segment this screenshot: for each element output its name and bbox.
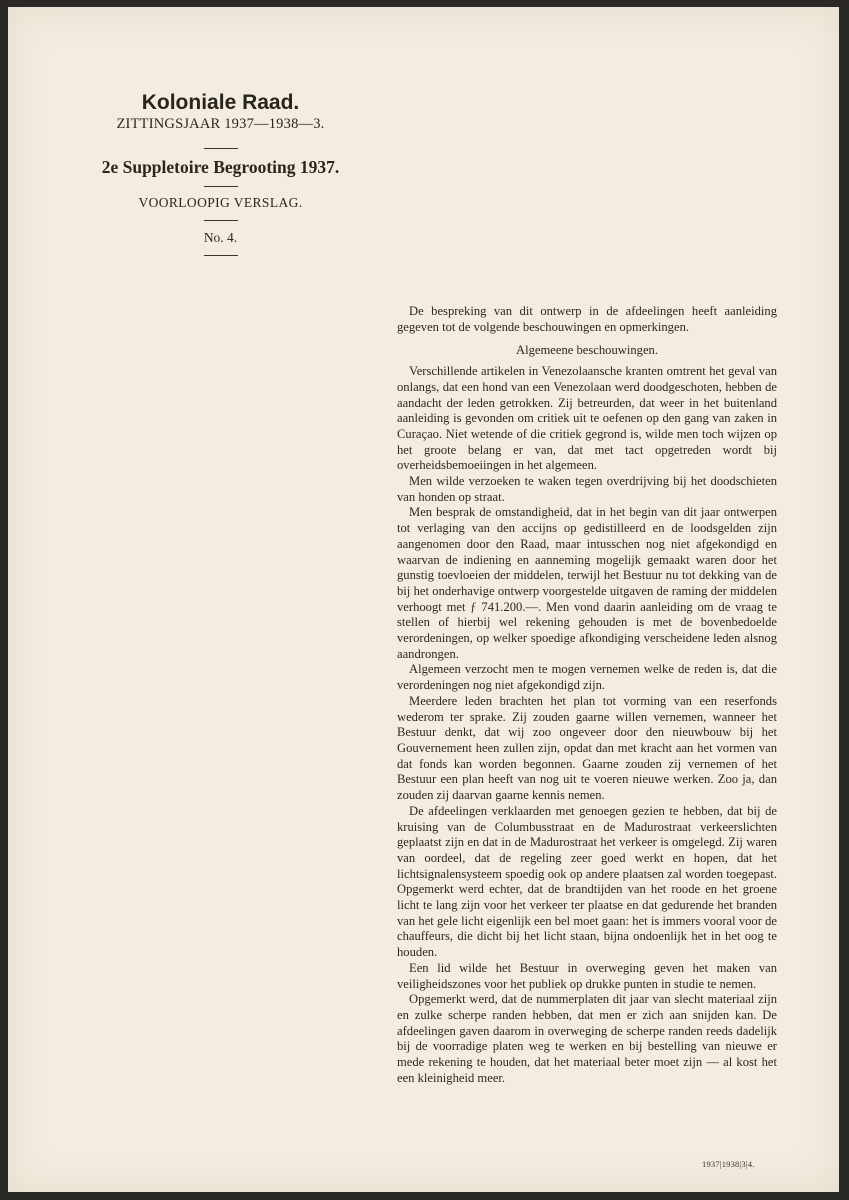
session-year: ZITTINGSJAAR 1937—1938—3.: [116, 116, 325, 132]
paragraph: De afdeelingen verklaarden met genoegen gezien te hebben, dat bij de kruising van de Columbusstraat en de Madurostraat verkeerslichten geplaatst zijn en dat in de Madurostraat het verkeer is omgelegd. Zij waren van oordeel, dat de regeling zeer goed werkt en hopen, dat het lichtsignalensysteem spoedig ook op andere plaatsen zal worden toegepast. Opgemerkt werd echter, dat de brandtijden van het roode en het groene licht te lang zijn voor het verkeer ter plaatse en dat gedurende het branden van het gele licht eigenlijk een bel moet gaan: het is immers vooral voor de chauffeurs, die dicht bij het licht staan, bijna ondoenlijk het in het oog te houden.: [397, 803, 777, 960]
paragraph: Men besprak de omstandigheid, dat in het begin van dit jaar ontwerpen tot verlaging van den accijns op gedistilleerd en de loodsgelden zijn aangenomen door den Raad, maar intusschen nog niet afgekondigd en waarvan de indiening en aanneming mogelijk gemaakt waren door het gunstig toevloeien der middelen, terwijl het Bestuur nu tot dekking van de bij het onderhavige ontwerp voorgestelde uitgaven de raming der middelen verhoogt met ƒ 741.200.—. Men vond daarin aanleiding om de vraag te stellen of hierbij wel rekening gehouden is met de bovenbedoelde verordeningen, op welker spoedige afkondiging verscheidene leden alsnog aandrongen.: [397, 505, 777, 661]
paragraph: Men wilde verzoeken te waken tegen overdrijving bij het doodschieten van honden op straat.: [397, 474, 777, 504]
paragraph: Algemeen verzocht men te mogen vernemen welke de reden is, dat die verordeningen nog niet afgekondigd zijn.: [397, 662, 777, 693]
document-code: 1937|1938|3|4.: [702, 1159, 755, 1169]
divider: [204, 148, 238, 149]
paragraph: Een lid wilde het Bestuur in overweging geven het maken van veiligheidszones voor het publiek op drukke punten in studie te nemen.: [397, 960, 777, 991]
document-page: [8, 7, 839, 1192]
budget-subject: 2e Suppletoire Begrooting 1937.: [101, 157, 340, 177]
section-heading: Algemeene beschouwingen.: [516, 343, 658, 358]
report-type: VOORLOOPIG VERSLAG.: [138, 195, 303, 210]
divider: [204, 255, 238, 256]
paragraph: Opgemerkt werd, dat de nummerplaten dit jaar van slecht materiaal zijn en zulke scherpe randen hebben, dat men er zich aan snijden kan. De afdeelingen gaven daarom in overweging de scherpe randen reeds dadelijk bij de voorradige platen weg te werken en bij bestelling van nieuwe er mede rekening te houden, dat het materiaal beter moet zijn — al kost het een kleinigheid meer.: [397, 992, 777, 1085]
divider: [204, 186, 238, 187]
intro-paragraph: De bespreking van dit ontwerp in de afdeelingen heeft aanleiding gegeven tot de volgende beschouwingen en opmerkingen.: [397, 304, 777, 334]
council-title: Koloniale Raad.: [141, 91, 300, 114]
document-header: [68, 91, 373, 256]
report-body: [397, 304, 777, 1086]
paragraph: Meerdere leden brachten het plan tot vorming van een reserfonds wederom ter sprake. Zij zouden gaarne willen vernemen, wanneer het Bestuur denkt, dat wij zoo ongeveer door den nieuwbouw bij het Gouvernement heen zullen zijn, opdat dan met kracht aan het vormen van dat fonds kan worden begonnen. Gaarne zouden zij vernemen of het Bestuur een plan heeft van nog uit te voeren nieuwe werken. Zoo ja, dan zouden zij daarvan gaarne kennis nemen.: [397, 693, 777, 803]
divider: [204, 220, 238, 221]
paragraph: Verschillende artikelen in Venezolaansche kranten omtrent het geval van onlangs, dat een hond van een Venezolaan werd doodgeschoten, hebben de aandacht der leden getrokken. Zij betreurden, dat weer in het buitenland aanleiding is gevonden om critiek uit te oefenen op den gang van zaken in Curaçao. Niet wetende of die critiek gegrond is, wilde men toch wijzen op het groote belang er van, dat met tact opgetreden wordt bij overheidsbemoeiingen in het algemeen.: [397, 364, 777, 473]
document-number: No. 4.: [203, 230, 238, 245]
